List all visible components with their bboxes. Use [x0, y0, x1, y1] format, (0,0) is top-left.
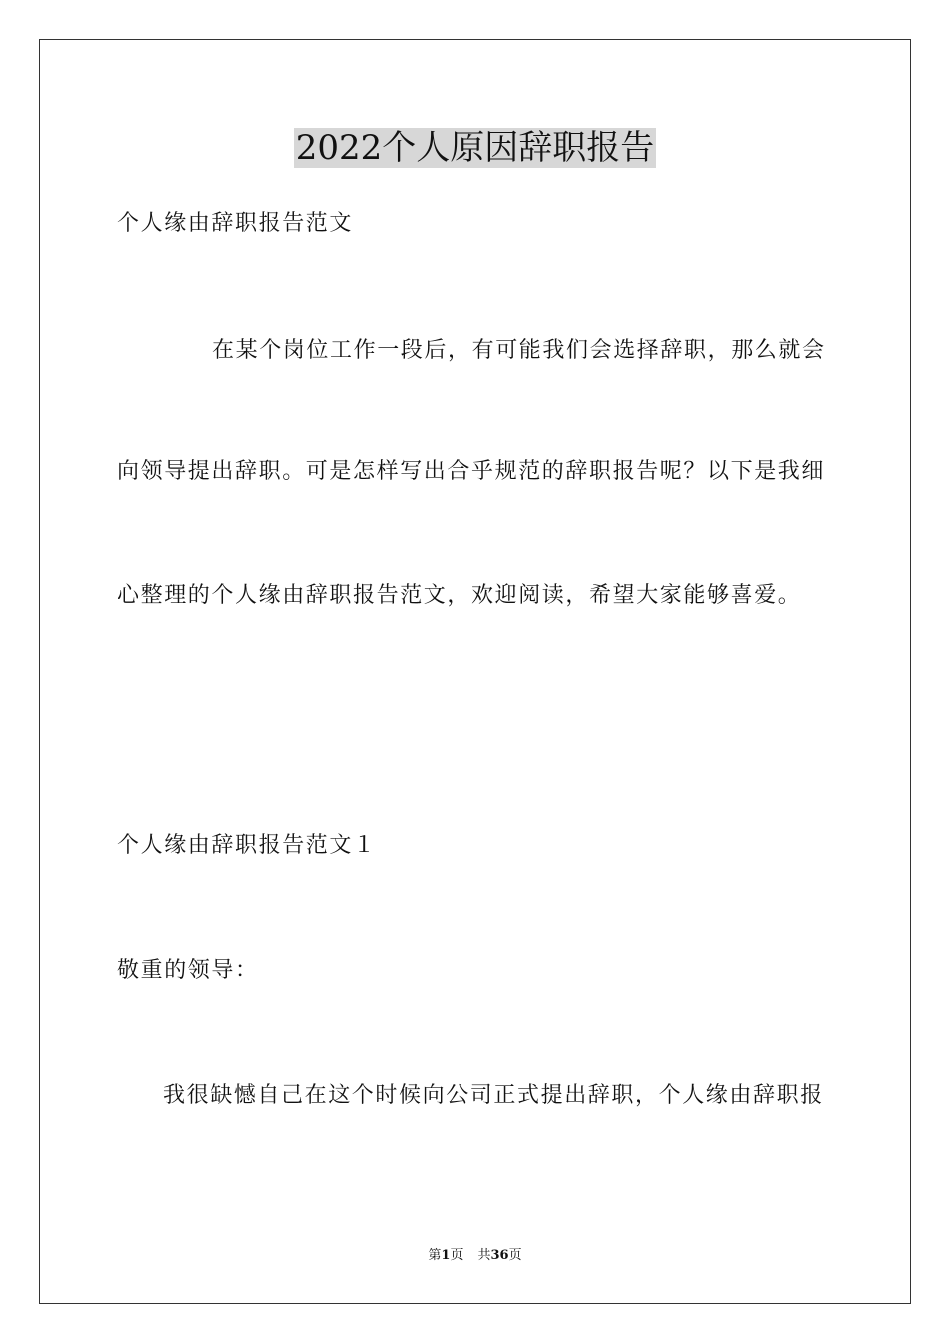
body-line-1: 我很缺憾自己在这个时候向公司正式提出辞职，个人缘由辞职报 [163, 1083, 824, 1108]
intro-line-3: 心整理的个人缘由辞职报告范文，欢迎阅读，希望大家能够喜爱。 [117, 583, 802, 608]
section-heading: 个人缘由辞职报告范文１ [117, 833, 377, 858]
page-footer [0, 1248, 950, 1264]
intro-line-2: 向领导提出辞职。可是怎样写出合乎规范的辞职报告呢？以下是我细 [117, 459, 826, 484]
document-title: 2022个人原因辞职报告 [295, 128, 655, 168]
document-subtitle: 个人缘由辞职报告范文 [117, 211, 354, 236]
page-suffix: 页 [450, 1248, 464, 1263]
page-prefix: 第 [428, 1248, 442, 1263]
title-container [0, 128, 950, 168]
total-prefix: 共 [477, 1248, 491, 1263]
salutation: 敬重的领导： [117, 958, 259, 983]
total-suffix: 页 [508, 1248, 522, 1263]
total-pages: 36 [490, 1248, 509, 1263]
intro-line-1: 在某个岗位工作一段后，有可能我们会选择辞职，那么就会 [212, 338, 826, 363]
page-number: 1 [441, 1248, 451, 1263]
